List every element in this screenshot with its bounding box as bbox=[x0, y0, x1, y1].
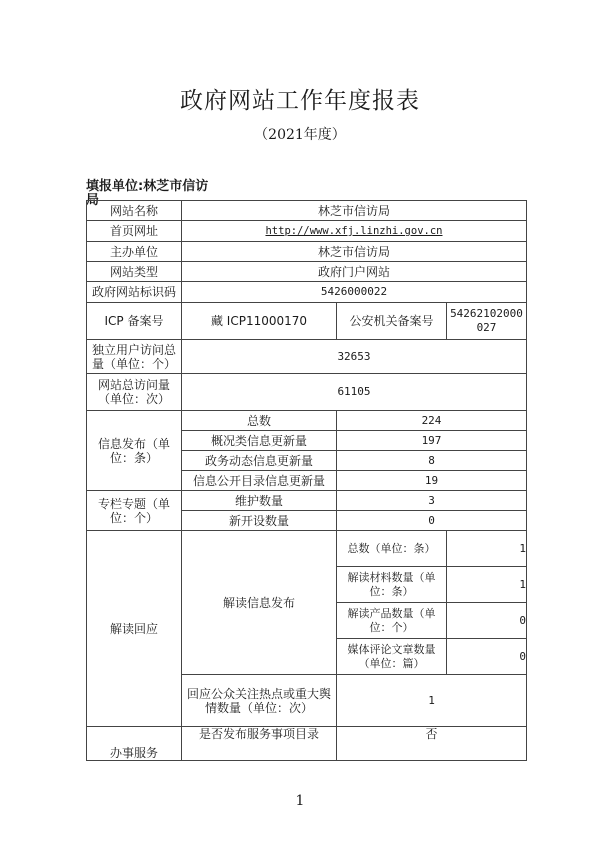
hotspot-value: 1 bbox=[337, 675, 527, 727]
police-record-value: 54262102000027 bbox=[447, 303, 527, 340]
publish-item-value: 1 bbox=[447, 567, 527, 603]
info-item-value: 197 bbox=[337, 431, 527, 451]
sponsor-value: 林芝市信访局 bbox=[182, 242, 527, 262]
table-row bbox=[87, 221, 527, 242]
row-label: 政府网站标识码 bbox=[87, 282, 182, 303]
table-row bbox=[87, 374, 527, 411]
service-item-label: 是否发布服务事项目录 bbox=[182, 727, 337, 761]
info-item-value: 19 bbox=[337, 471, 527, 491]
site-id-value: 5426000022 bbox=[182, 282, 527, 303]
info-item-value: 8 bbox=[337, 451, 527, 471]
police-record-label: 公安机关备案号 bbox=[337, 303, 447, 340]
info-item-value: 224 bbox=[337, 411, 527, 431]
table-row bbox=[87, 201, 527, 221]
hotspot-label: 回应公众关注热点或重大舆情数量（单位：次） bbox=[182, 675, 337, 727]
column-item-value: 0 bbox=[337, 511, 527, 531]
row-label: 专栏专题（单位：个） bbox=[87, 491, 182, 531]
column-item-label: 维护数量 bbox=[182, 491, 337, 511]
row-label: 信息发布（单位：条） bbox=[87, 411, 182, 491]
homepage-link[interactable]: http://www.xfj.linzhi.gov.cn bbox=[182, 221, 527, 242]
row-label: 办事服务 bbox=[87, 727, 182, 761]
row-label: 首页网址 bbox=[87, 221, 182, 242]
report-table bbox=[86, 200, 527, 761]
site-name-value: 林芝市信访局 bbox=[182, 201, 527, 221]
report-title: 政府网站工作年度报表 bbox=[180, 88, 420, 114]
interpretation-publish-label: 解读信息发布 bbox=[182, 531, 337, 675]
row-label: 网站名称 bbox=[87, 201, 182, 221]
table-row bbox=[87, 411, 527, 431]
publish-item-label: 总数（单位：条） bbox=[337, 531, 447, 567]
table-row bbox=[87, 340, 527, 374]
table-row bbox=[87, 303, 527, 340]
visits-value: 61105 bbox=[182, 374, 527, 411]
page-number: 1 bbox=[295, 793, 305, 809]
table-row bbox=[87, 727, 527, 761]
info-item-label: 政务动态信息更新量 bbox=[182, 451, 337, 471]
row-label: 网站总访问量（单位：次） bbox=[87, 374, 182, 411]
visitors-value: 32653 bbox=[182, 340, 527, 374]
site-type-value: 政府门户网站 bbox=[182, 262, 527, 282]
publish-item-value: 0 bbox=[447, 639, 527, 675]
filling-unit: 填报单位:林芝市信访局 bbox=[86, 179, 209, 208]
row-label: ICP 备案号 bbox=[87, 303, 182, 340]
service-item-value: 否 bbox=[337, 727, 527, 761]
publish-item-value: 1 bbox=[447, 531, 527, 567]
column-item-value: 3 bbox=[337, 491, 527, 511]
report-year: （2021年度） bbox=[254, 127, 346, 143]
row-label: 主办单位 bbox=[87, 242, 182, 262]
table-row bbox=[87, 262, 527, 282]
table-row bbox=[87, 242, 527, 262]
publish-item-label: 解读材料数量（单位：条） bbox=[337, 567, 447, 603]
row-label: 独立用户访问总量（单位：个） bbox=[87, 340, 182, 374]
publish-item-label: 媒体评论文章数量（单位：篇） bbox=[337, 639, 447, 675]
row-label: 解读回应 bbox=[87, 531, 182, 727]
row-label: 网站类型 bbox=[87, 262, 182, 282]
icp-value: 藏 ICP11000170 bbox=[182, 303, 337, 340]
publish-item-value: 0 bbox=[447, 603, 527, 639]
table-row bbox=[87, 491, 527, 511]
table-row bbox=[87, 282, 527, 303]
publish-item-label: 解读产品数量（单位：个） bbox=[337, 603, 447, 639]
column-item-label: 新开设数量 bbox=[182, 511, 337, 531]
info-item-label: 信息公开目录信息更新量 bbox=[182, 471, 337, 491]
info-item-label: 总数 bbox=[182, 411, 337, 431]
table-row bbox=[87, 531, 527, 567]
info-item-label: 概况类信息更新量 bbox=[182, 431, 337, 451]
